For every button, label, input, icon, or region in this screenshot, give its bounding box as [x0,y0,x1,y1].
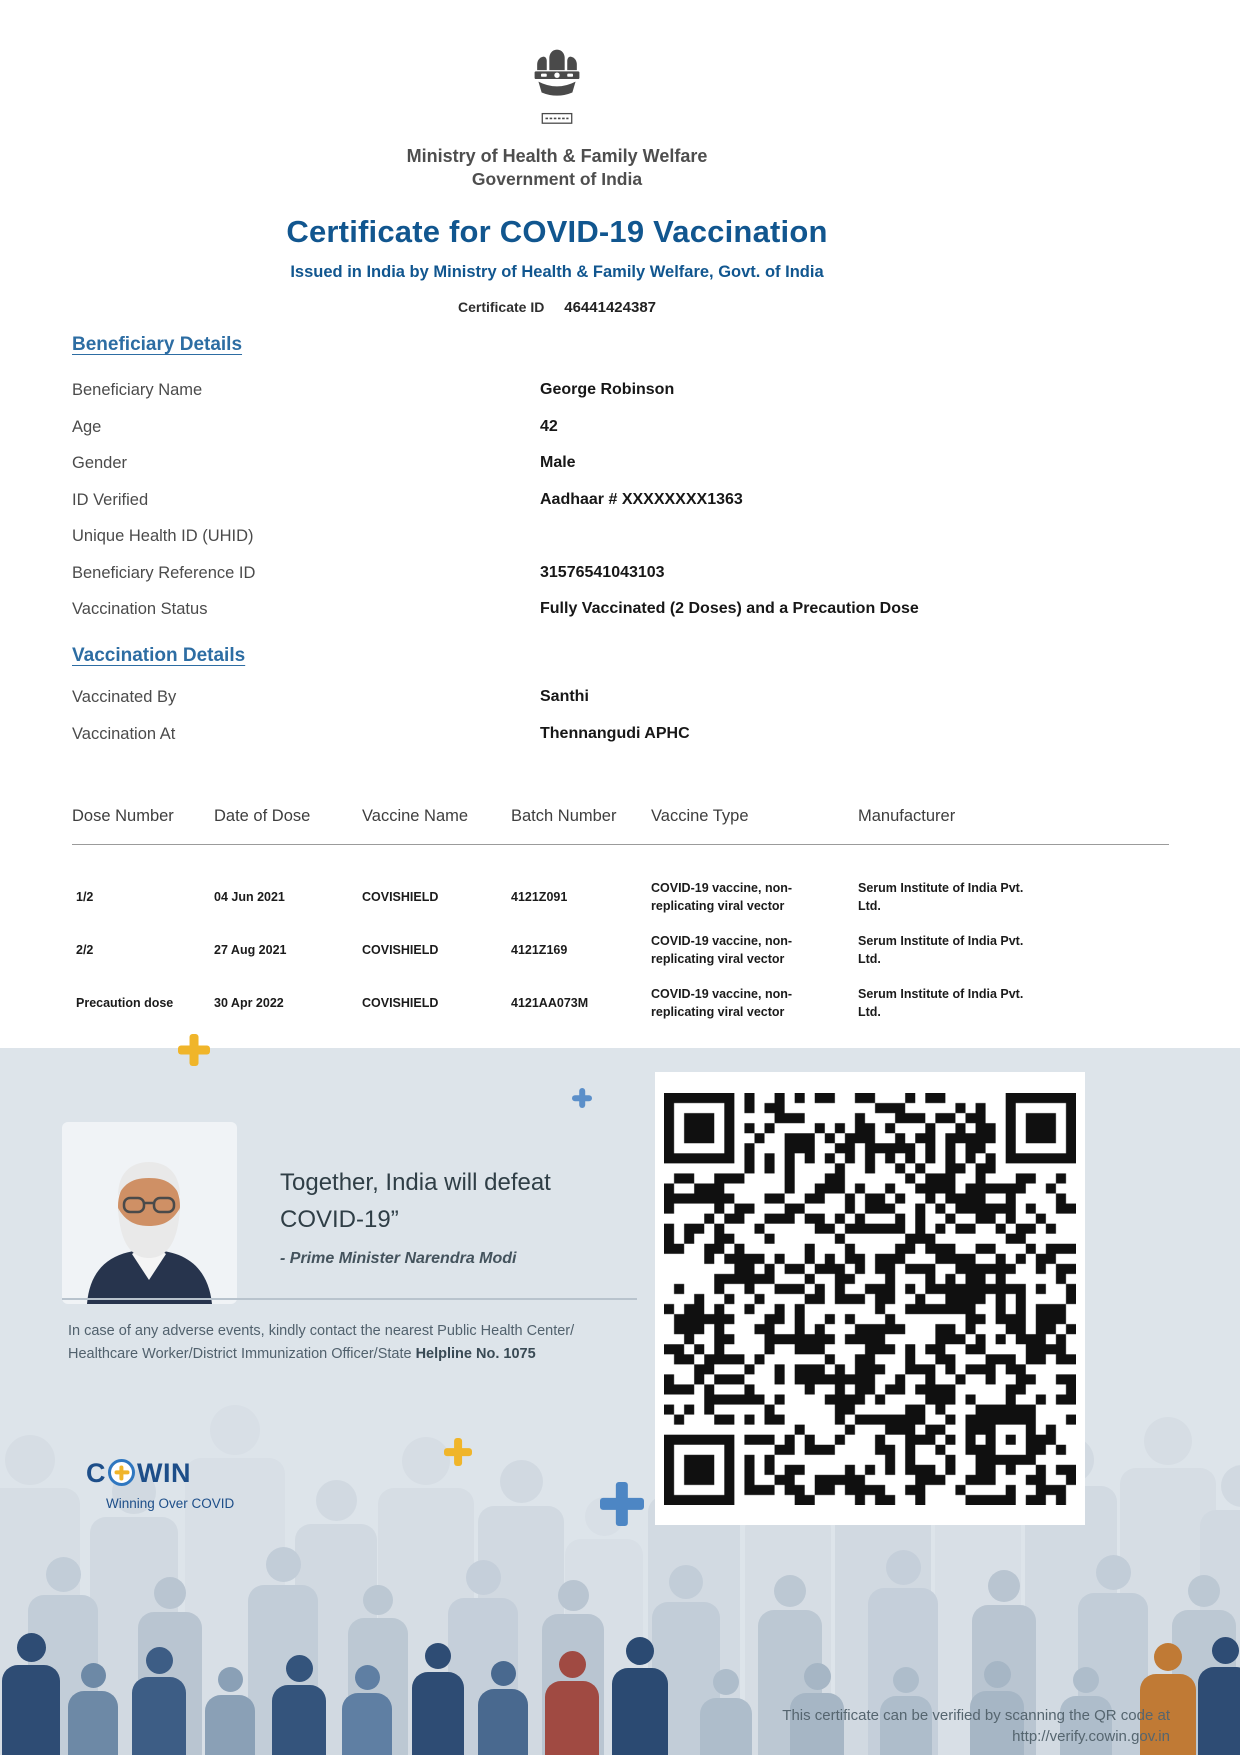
adverse-events-note [68,1320,643,1366]
verify-url: http://verify.cowin.gov.in [1012,1728,1170,1745]
table-cell: 4121Z169 [511,943,568,957]
footer-divider [62,1298,637,1300]
table-header-rule [72,844,1169,845]
cowin-logo-text-c: C [86,1458,106,1488]
field-value: Fully Vaccinated (2 Doses) and a Precaution Dose [540,600,919,617]
beneficiary-details-heading: Beneficiary Details [72,334,243,355]
column-header-date-of-dose: Date of Dose [214,807,311,825]
cowin-tagline: Winning Over COVID [106,1496,235,1511]
verify-note [782,1705,1170,1747]
table-cell: Serum Institute of India Pvt. Ltd. [858,987,1024,1020]
plus-decoration-icon [444,1438,472,1466]
table-cell: Serum Institute of India Pvt. Ltd. [858,934,1024,967]
government-name: Government of India [471,169,643,189]
field-id-verified [72,491,1182,515]
table-cell: 4121AA073M [511,996,589,1010]
field-vaccination-at [72,725,1182,749]
field-label: Vaccinated By [72,688,177,706]
verify-text: This certificate can be verified by scanning the QR code at [782,1707,1170,1724]
table-cell: 27 Aug 2021 [214,943,287,957]
field-value: Male [540,454,576,471]
table-cell: 4121Z091 [511,890,568,904]
table-cell: 04 Jun 2021 [214,890,285,904]
table-cell: COVISHIELD [362,996,439,1010]
certificate-subtitle: Issued in India by Ministry of Health & Family Welfare, Govt. of India [290,263,824,281]
pm-portrait [62,1122,237,1304]
cowin-plus-icon [108,1459,135,1486]
field-value: 31576541043103 [540,564,665,581]
table-cell: Precaution dose [76,996,174,1010]
field-label: Beneficiary Reference ID [72,564,256,582]
cowin-logo-text-win: WIN [137,1458,191,1488]
table-cell: 30 Apr 2022 [214,996,284,1010]
field-value: George Robinson [540,381,675,398]
table-cell: Serum Institute of India Pvt. Ltd. [858,881,1024,914]
table-cell: COVID-19 vaccine, non-replicating viral vector [651,881,793,914]
pm-quote-attribution: - Prime Minister Narendra Modi [280,1250,517,1267]
column-header-manufacturer: Manufacturer [858,807,956,825]
field-label: Vaccination At [72,725,176,743]
table-cell: COVID-19 vaccine, non-replicating viral vector [651,987,793,1020]
column-header-vaccine-name: Vaccine Name [362,807,469,825]
field-vaccination-status [72,600,1182,624]
table-cell: 2/2 [76,943,94,957]
plus-icon [114,1465,129,1480]
column-header-vaccine-type: Vaccine Type [651,807,749,825]
field-vaccinated-by [72,688,1182,712]
table-cell: COVID-19 vaccine, non-replicating viral vector [651,934,793,967]
field-beneficiary-name [72,381,1182,405]
qr-code-box [655,1072,1085,1525]
field-value: 42 [540,418,558,435]
field-label: Vaccination Status [72,600,208,618]
adverse-events-text: In case of any adverse events, kindly contact the nearest Public Health Center/ Healthcare Worker/District Immunization Officer/State [68,1323,575,1363]
table-cell: COVISHIELD [362,943,439,957]
field-value: Aadhaar # XXXXXXXX1363 [540,491,743,508]
field-beneficiary-reference-id [72,564,1182,588]
table-cell: COVISHIELD [362,890,439,904]
field-label: Age [72,418,102,436]
field-gender [72,454,1182,478]
field-label: Unique Health ID (UHID) [72,527,254,545]
cowin-logo [86,1458,191,1489]
field-value: Santhi [540,688,589,705]
certificate-id-label: Certificate ID [457,299,545,315]
column-header-dose-number: Dose Number [72,807,174,825]
plus-decoration-icon [600,1482,644,1526]
helpline-number: Helpline No. 1075 [415,1346,536,1363]
column-header-batch-number: Batch Number [511,807,617,825]
certificate-footer [0,1048,1240,1755]
field-label: Beneficiary Name [72,381,203,399]
vaccination-details-heading: Vaccination Details [72,645,246,666]
certificate-id [0,299,1114,316]
plus-decoration-icon [178,1034,210,1066]
pm-quote-line1: Together, India will defeat [280,1169,551,1196]
plus-decoration-icon [572,1088,592,1108]
pm-quote-line2: COVID-19” [280,1206,399,1234]
field-label: Gender [72,454,128,472]
field-label: ID Verified [72,491,149,509]
ministry-name: Ministry of Health & Family Welfare [406,146,708,166]
certificate-header [0,0,1114,316]
pm-quote [280,1164,551,1238]
emblem-of-india-icon [525,38,589,138]
field-value: Thennangudi APHC [540,725,690,742]
certificate-id-value: 46441424387 [564,299,656,316]
certificate-title: Certificate for COVID-19 Vaccination [286,214,828,249]
table-cell: 1/2 [76,890,94,904]
field-age [72,418,1182,442]
field-uhid [72,527,1182,551]
qr-code [664,1093,1076,1505]
